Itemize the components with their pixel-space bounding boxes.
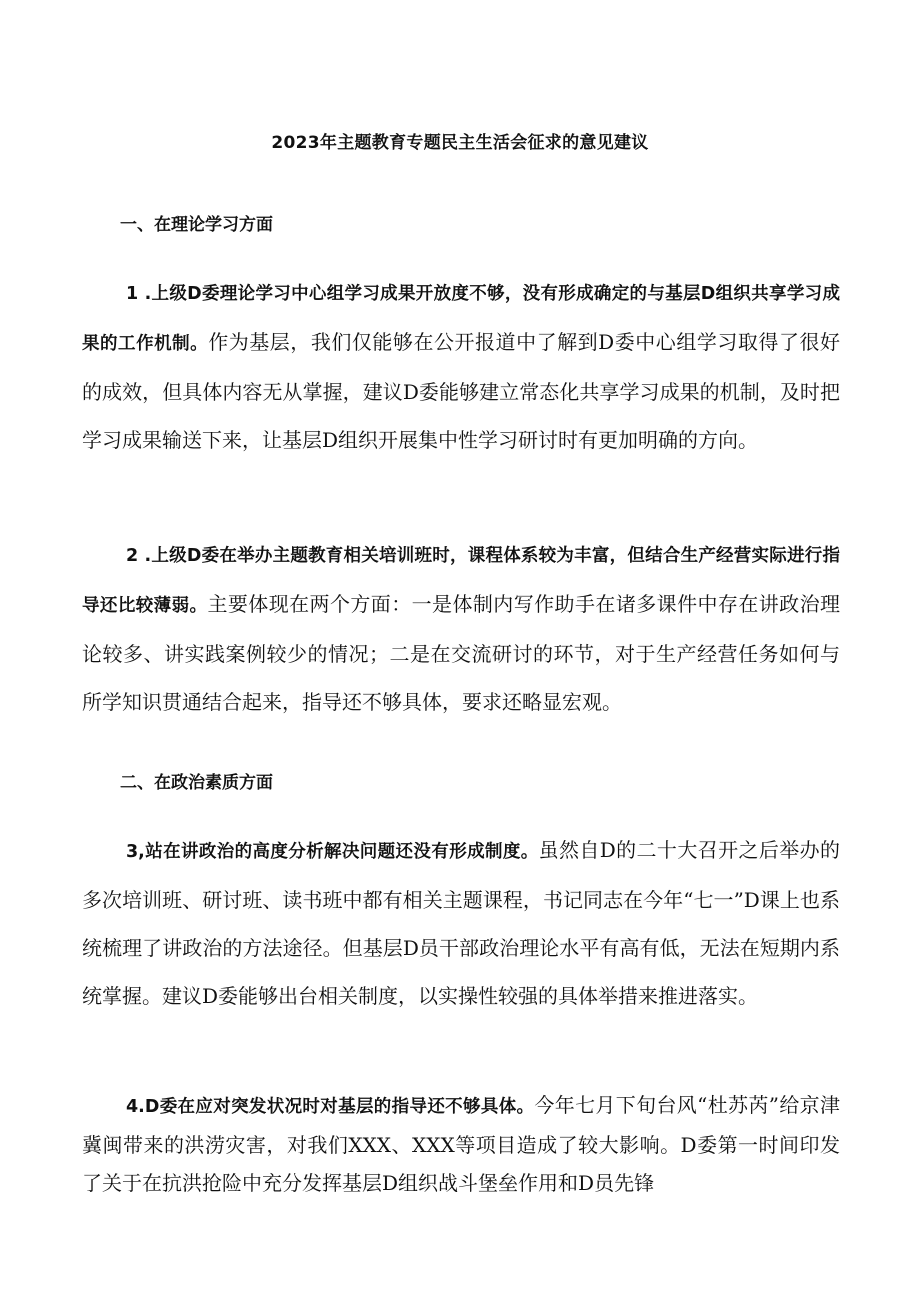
paragraph-item-4 <box>82 1086 840 1202</box>
paragraph-lead-3: 3,站在讲政治的高度分析解决问题还没有形成制度。 <box>126 842 539 862</box>
paragraph-body-1: 作为基层，我们仅能够在公开报道中了解到D委中心组学习取得了很好的成效，但具体内容无从掌握，建议D委能够建立常态化共享学习成果的机制，及时把学习成果输送下来，让基层D组织开展集中性学习研讨时有更加明确的方向。 <box>82 330 840 452</box>
paragraph-body-4: 今年七月下旬台风“杜苏芮”给京津冀闽带来的洪涝灾害，对我们XXX、XXX等项目造成了较大影响。D委第一时间印发了关于在抗洪抢险中充分发挥基层D组织战斗堡垒作用和D员先锋 <box>82 1093 840 1195</box>
document-title: 2023年主题教育专题民主生活会征求的意见建议 <box>271 133 649 153</box>
paragraph-lead-1: 1 .上级D委理论学习中心组学习成果开放度不够，没有形成确定的与基层D组织共享学习成果的工作机制。 <box>82 284 840 354</box>
paragraph-body-2: 主要体现在两个方面：一是体制内写作助手在诸多课件中存在讲政治理论较多、讲实践案例较少的情况；二是在交流研讨的环节，对于生产经营任务如何与所学知识贯通结合起来，指导还不够具体，要求还略显宏观。 <box>82 592 841 714</box>
section-heading-theory-study: 一、在理论学习方面 <box>120 215 273 235</box>
paragraph-item-1 <box>82 268 840 464</box>
paragraph-lead-4: 4.D委在应对突发状况时对基层的指导还不够具体。 <box>126 1097 535 1117</box>
section-heading-political-quality: 二、在政治素质方面 <box>120 773 273 793</box>
paragraph-item-2 <box>82 530 840 726</box>
paragraph-lead-2: 2 .上级D委在举办主题教育相关培训班时，课程体系较为丰富，但结合生产经营实际进行指导还比较薄弱。 <box>82 546 840 616</box>
paragraph-item-3 <box>82 826 840 1020</box>
paragraph-body-3: 虽然自D的二十大召开之后举办的多次培训班、研讨班、读书班中都有相关主题课程，书记同志在今年“七一”D课上也系统梳理了讲政治的方法途径。但基层D员干部政治理论水平有高有低，无法在短期内系统掌握。建议D委能够出台相关制度，以实操性较强的具体举措来推进落实。 <box>82 838 840 1008</box>
